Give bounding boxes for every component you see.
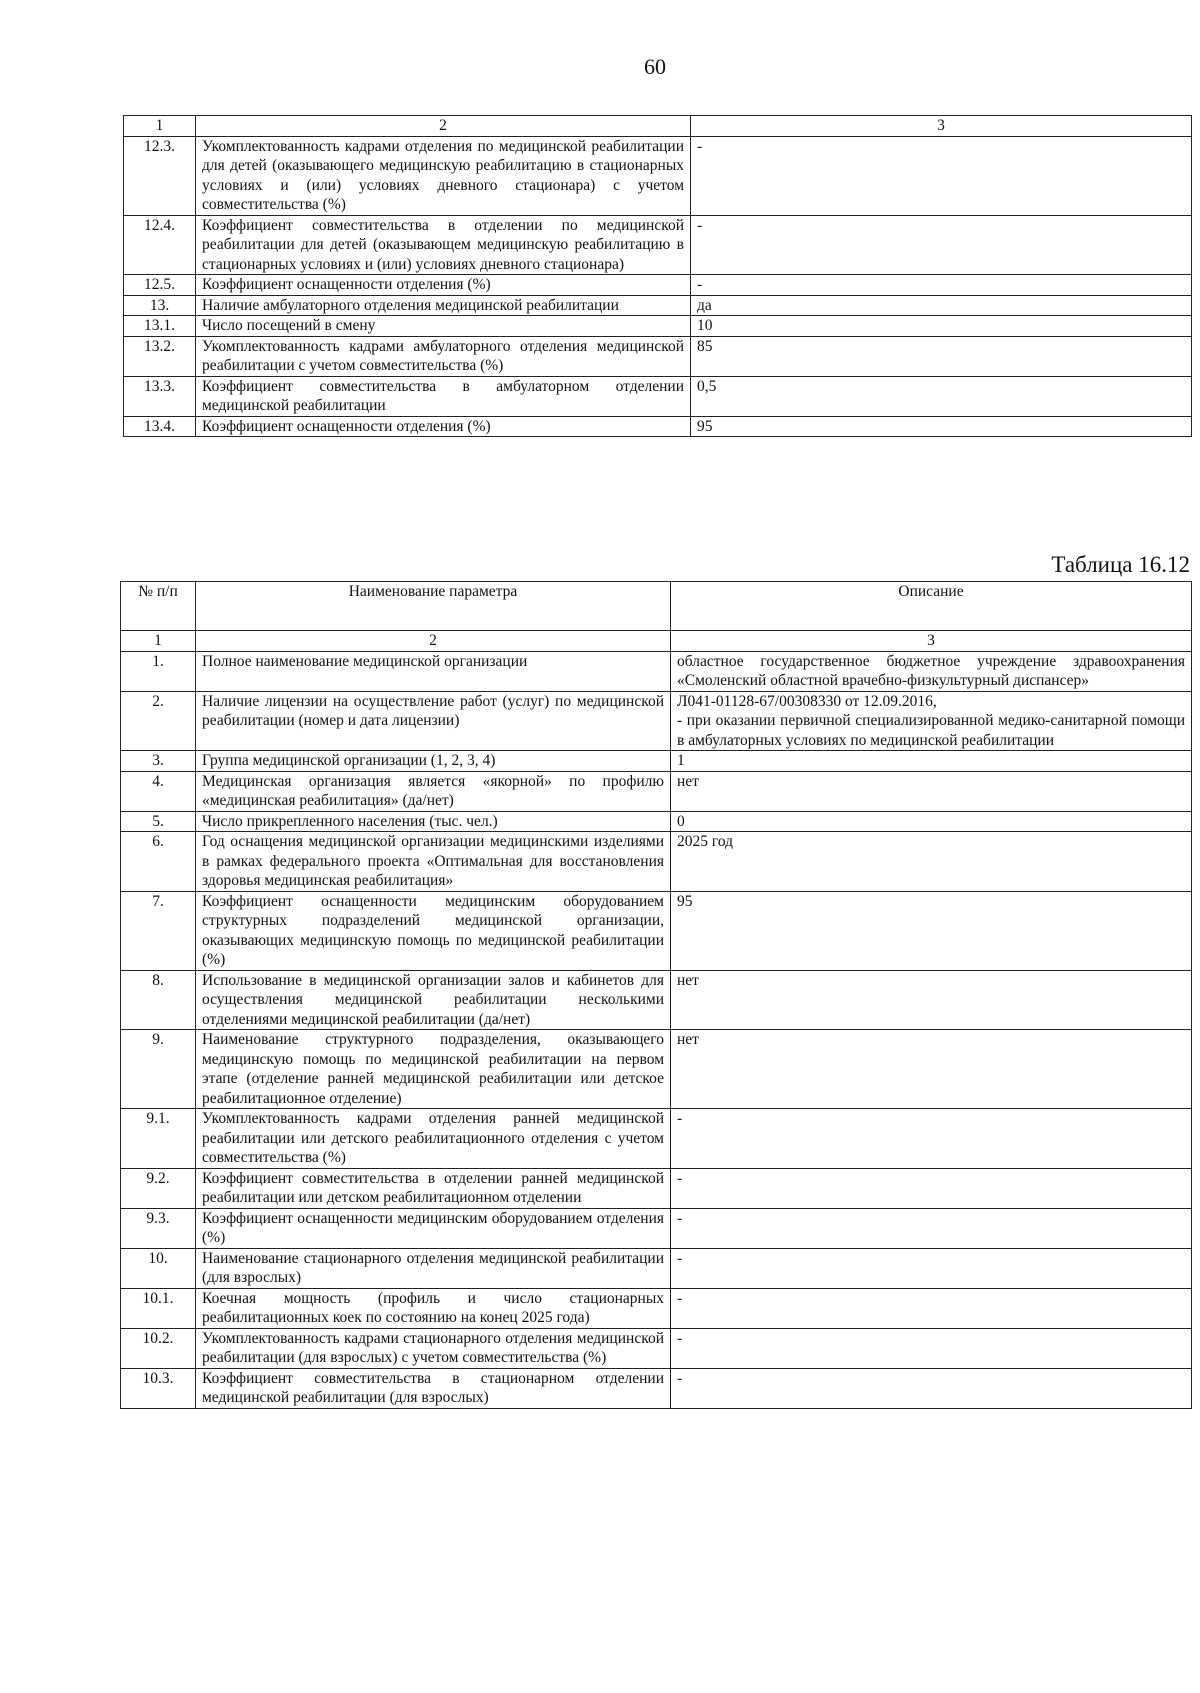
value-text: - (697, 216, 703, 234)
continuation-table-body (124, 116, 1192, 437)
table-row (121, 832, 1192, 892)
value-text: - (677, 1369, 683, 1387)
table-row (121, 1208, 1192, 1248)
row-number: 7. (121, 891, 196, 970)
column-number-row (121, 631, 1192, 652)
parameter-value (691, 336, 1192, 376)
parameter-value (691, 295, 1192, 316)
parameter-value (691, 215, 1192, 275)
value-text: да (697, 296, 712, 314)
value-text: нет (677, 772, 699, 790)
value-text: - (677, 1289, 683, 1307)
table-row (121, 1328, 1192, 1368)
parameter-name: Коэффициент совместительства в отделении ранней медицинской реабилитации или детском реабилитационном отделении (196, 1168, 671, 1208)
value-text: нет (677, 1031, 699, 1048)
parameter-name: Коэффициент оснащенности медицинским оборудованием отделения (%) (196, 1208, 671, 1248)
row-number: 10.3. (121, 1368, 196, 1408)
parameter-name: Наименование структурного подразделения, оказывающего медицинскую помощь по медицинской реабилитации на первом этапе (отделение ранней медицинской реабилитации или детское реабилитационное отделение) (196, 1030, 671, 1109)
row-number: 13.1. (124, 316, 196, 337)
table-row (121, 751, 1192, 772)
value-text: 2025 год (677, 833, 734, 850)
row-number: 4. (121, 771, 196, 811)
row-number: 10.2. (121, 1328, 196, 1368)
table-row (124, 316, 1192, 337)
value-text: нет (677, 971, 699, 989)
row-number: 12.3. (124, 136, 196, 215)
parameter-name: Наличие лицензии на осуществление работ (услуг) по медицинской реабилитации (номер и дата лицензии) (196, 691, 671, 751)
parameter-name: Наименование стационарного отделения медицинской реабилитации (для взрослых) (196, 1248, 671, 1288)
parameter-name: Коэффициент оснащенности отделения (%) (196, 275, 691, 296)
value-text: - (677, 1249, 683, 1267)
parameters-table (120, 581, 1192, 1409)
parameter-value (671, 691, 1192, 751)
parameter-value (671, 891, 1192, 970)
row-number: 6. (121, 832, 196, 892)
value-text: - (677, 1329, 683, 1347)
parameter-name: Укомплектованность кадрами отделения ранней медицинской реабилитации или детского реабилитационного отделения с учетом совместительства (%) (196, 1109, 671, 1169)
parameter-value (671, 970, 1192, 1030)
row-number: 1. (121, 651, 196, 691)
value-text: 95 (697, 417, 713, 435)
column-number: 2 (196, 116, 691, 137)
table-row (124, 416, 1192, 437)
value-text: 10 (697, 317, 713, 334)
row-number: 10.1. (121, 1288, 196, 1328)
table-row (121, 891, 1192, 970)
value-text: 85 (697, 337, 713, 355)
parameter-name: Использование в медицинской организации залов и кабинетов для осуществления медицинской реабилитации несколькими отделениями медицинской реабилитации (да/нет) (196, 970, 671, 1030)
header-parameter: Наименование параметра (196, 582, 671, 631)
value-text: - (697, 137, 703, 155)
parameter-name: Укомплектованность кадрами отделения по медицинской реабилитации для детей (оказывающего медицинскую реабилитацию в стационарных условиях и (или) условиях дневного стационара) с учетом совместительства (%) (196, 136, 691, 215)
parameter-name: Число прикрепленного населения (тыс. чел.) (196, 811, 671, 832)
parameter-value (671, 1208, 1192, 1248)
column-number: 1 (124, 116, 196, 137)
row-number: 9.2. (121, 1168, 196, 1208)
parameter-value (691, 136, 1192, 215)
parameter-name: Коэффициент совместительства в стационарном отделении медицинской реабилитации (для взрослых) (196, 1368, 671, 1408)
header-number (121, 582, 196, 631)
parameter-value (691, 376, 1192, 416)
row-number: 12.5. (124, 275, 196, 296)
table-row (121, 1368, 1192, 1408)
parameter-name: Коэффициент оснащенности медицинским оборудованием структурных подразделений медицинской организации, оказывающих медицинскую помощь по медицинской реабилитации (%) (196, 891, 671, 970)
value-text: 1 (677, 752, 685, 769)
table-row (121, 1288, 1192, 1328)
row-number: 8. (121, 970, 196, 1030)
parameter-value (671, 1030, 1192, 1109)
parameter-name: Коэффициент оснащенности отделения (%) (196, 416, 691, 437)
parameter-value (671, 1368, 1192, 1408)
parameters-table-body (121, 582, 1192, 1409)
table-row (124, 275, 1192, 296)
column-number-row (124, 116, 1192, 137)
parameter-value (671, 1109, 1192, 1169)
row-number: 12.4. (124, 215, 196, 275)
column-number: 3 (691, 116, 1192, 137)
parameter-value (691, 316, 1192, 337)
parameter-name: Укомплектованность кадрами стационарного отделения медицинской реабилитации (для взрослых) с учетом совместительства (%) (196, 1328, 671, 1368)
column-number: 2 (196, 631, 671, 652)
parameter-value (671, 1248, 1192, 1288)
table-row (124, 295, 1192, 316)
table-row (121, 1030, 1192, 1109)
table-row (121, 771, 1192, 811)
parameter-name: Медицинская организация является «якорной» по профилю «медицинская реабилитация» (да/нет) (196, 771, 671, 811)
table-row (121, 691, 1192, 751)
parameter-name: Наличие амбулаторного отделения медицинской реабилитации (196, 295, 691, 316)
parameter-name: Группа медицинской организации (1, 2, 3, 4) (196, 751, 671, 772)
table-caption: Таблица 16.12 (1051, 552, 1190, 577)
table-row (121, 1168, 1192, 1208)
parameter-name: Коэффициент совместительства в отделении по медицинской реабилитации для детей (оказывающем медицинскую реабилитацию в стационарных условиях и (или) условиях дневного стационара) (196, 215, 691, 275)
table-row (121, 651, 1192, 691)
value-text: 95 (677, 892, 693, 910)
header-row (121, 582, 1192, 631)
column-number: 1 (121, 631, 196, 652)
row-number: 13.4. (124, 416, 196, 437)
parameter-value (691, 416, 1192, 437)
parameter-value (691, 275, 1192, 296)
parameter-value (671, 651, 1192, 691)
parameter-value (671, 832, 1192, 892)
table-row (124, 336, 1192, 376)
value-text: - (677, 1169, 683, 1187)
parameter-value (671, 751, 1192, 772)
parameter-value (671, 1288, 1192, 1328)
parameter-value (671, 811, 1192, 832)
value-text: 0,5 (697, 377, 717, 395)
column-number: 3 (671, 631, 1192, 652)
parameter-value (671, 1328, 1192, 1368)
row-number: 13.2. (124, 336, 196, 376)
parameter-name: Коэффициент совместительства в амбулаторном отделении медицинской реабилитации (196, 376, 691, 416)
parameter-name: Укомплектованность кадрами амбулаторного отделения медицинской реабилитации с учетом совместительства (%) (196, 336, 691, 376)
table-row (124, 136, 1192, 215)
table-row (121, 811, 1192, 832)
row-number: 2. (121, 691, 196, 751)
table-row (124, 376, 1192, 416)
row-number: 9. (121, 1030, 196, 1109)
parameter-name: Коечная мощность (профиль и число стационарных реабилитационных коек по состоянию на конец 2025 года) (196, 1288, 671, 1328)
table-row (121, 1248, 1192, 1288)
value-text: - (677, 1110, 683, 1127)
row-number: 9.1. (121, 1109, 196, 1169)
table-row (121, 1109, 1192, 1169)
table-row (121, 970, 1192, 1030)
header-description: Описание (671, 582, 1192, 631)
header-number-label: № п/п (138, 583, 178, 600)
row-number: 9.3. (121, 1208, 196, 1248)
parameter-name: Полное наименование медицинской организации (196, 651, 671, 691)
page-number: 60 (644, 54, 666, 79)
continuation-table (123, 115, 1192, 437)
parameter-value (671, 771, 1192, 811)
value-text-continued: - при оказании первичной специализированной медико-санитарной помощи в амбулаторных условиях по медицинской реабилитации (677, 712, 1185, 749)
parameter-name: Число посещений в смену (196, 316, 691, 337)
row-number: 5. (121, 811, 196, 832)
row-number: 3. (121, 751, 196, 772)
parameter-value (671, 1168, 1192, 1208)
row-number: 13.3. (124, 376, 196, 416)
value-text: - (697, 276, 703, 293)
value-text: Л041-01128-67/00308330 от 12.09.2016, (677, 692, 937, 710)
row-number: 10. (121, 1248, 196, 1288)
value-text: - (677, 1209, 683, 1227)
value-text: областное государственное бюджетное учреждение здравоохранения «Смоленский областной врачебно-физкультурный диспансер» (677, 652, 1185, 689)
row-number: 13. (124, 295, 196, 316)
table-row (124, 215, 1192, 275)
value-text: 0 (677, 812, 685, 830)
parameter-name: Год оснащения медицинской организации медицинскими изделиями в рамках федерального проекта «Оптимальная для восстановления здоровья медицинская реабилитация» (196, 832, 671, 892)
